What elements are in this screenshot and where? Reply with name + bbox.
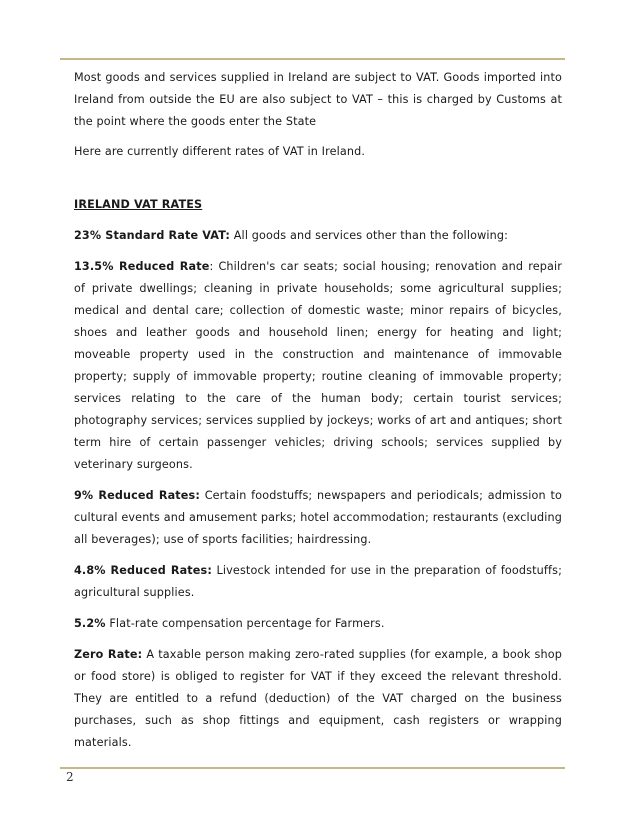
rate-label: 9% Reduced Rates: bbox=[74, 489, 200, 502]
rate-text: Certain foodstuffs; newspapers and periodicals; admission to cultural events and amusement parks; hotel accommodation; restaurants (excluding all beverages); use of sports facilities; hairdressing. bbox=[74, 489, 563, 546]
rate-text: Livestock intended for use in the preparation of foodstuffs; agricultural supplies. bbox=[74, 564, 562, 599]
intro-paragraph: Most goods and services supplied in Ireland are subject to VAT. Goods imported into Ireland from outside the EU are also subject to VAT – this is charged by Customs at the point where the goods enter the State bbox=[74, 71, 562, 128]
rate-label: Zero Rate: bbox=[74, 648, 143, 661]
rate-text: A taxable person making zero-rated supplies (for example, a book shop or food store) is obliged to register for VAT if they exceed the relevant threshold. They are entitled to a refund (deduction) of the VAT charged on the business purchases, such as shop fittings and equipment, cash registers or wrapping materials. bbox=[74, 648, 563, 749]
rate-13-5 bbox=[74, 256, 562, 476]
rate-zero bbox=[74, 644, 562, 754]
document-body bbox=[74, 67, 562, 754]
rate-5-2 bbox=[74, 613, 562, 635]
rate-text: Flat-rate compensation percentage for Farmers. bbox=[105, 617, 385, 630]
rate-label: 23% Standard Rate VAT: bbox=[74, 229, 231, 242]
rate-label: 4.8% Reduced Rates: bbox=[74, 564, 212, 577]
rate-4-8 bbox=[74, 560, 562, 604]
rate-text: : Children's car seats; social housing; renovation and repair of private dwellings; cleaning in private households; some agricultural supplies; medical and dental care; collection of domestic waste; minor repairs of bicycles, shoes and leather goods and household linen; energy for heating and light; moveable property used in the construction and maintenance of immovable property; supply of immovable property; routine cleaning of immovable property; services relating to the care of the human body; certain tourist services; photography services; services supplied by jockeys; works of art and antiques; short term hire of certain passenger vehicles; driving schools; services supplied by veterinary surgeons. bbox=[74, 260, 562, 471]
rate-label: 13.5% Reduced Rate bbox=[74, 260, 210, 273]
page-number: 2 bbox=[66, 770, 74, 784]
rate-label: 5.2% bbox=[74, 617, 106, 630]
intro-note: Here are currently different rates of VAT in Ireland. bbox=[74, 145, 366, 158]
section-heading: IRELAND VAT RATES bbox=[74, 198, 203, 211]
rate-text: All goods and services other than the following: bbox=[230, 229, 509, 242]
header-rule bbox=[60, 58, 565, 60]
rate-standard bbox=[74, 225, 562, 247]
footer-rule bbox=[60, 767, 565, 769]
rate-9 bbox=[74, 485, 562, 551]
